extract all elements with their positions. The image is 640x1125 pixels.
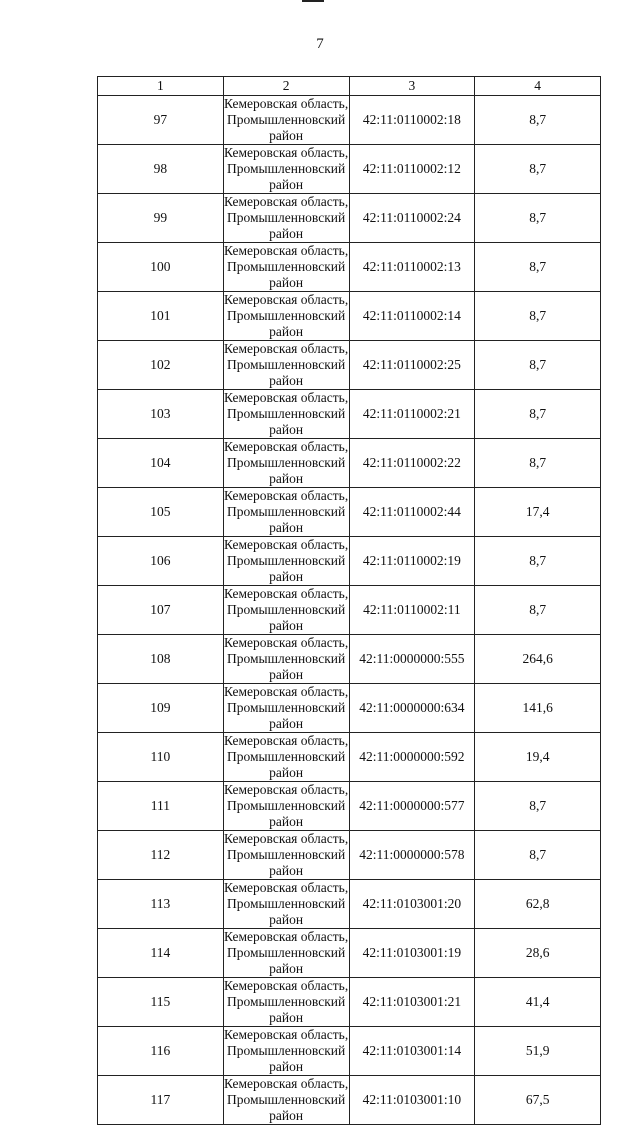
address-region: Кемеровская область, [224,586,349,601]
cadastral-number: 42:11:0103001:21 [349,978,475,1027]
table-row [98,586,601,635]
address-region: Кемеровская область, [224,880,349,895]
value-cell: 264,6 [475,635,601,684]
address-cell [223,831,349,880]
table-row [98,292,601,341]
address-cell [223,1027,349,1076]
table-row [98,439,601,488]
value-cell: 8,7 [475,194,601,243]
address-region: Кемеровская область, [224,782,349,797]
value-cell: 17,4 [475,488,601,537]
address-region: Кемеровская область, [224,635,349,650]
address-district: Промышленновский район [227,602,346,633]
address-region: Кемеровская область, [224,439,349,454]
address-district: Промышленновский район [227,1092,346,1123]
row-number: 117 [98,1076,224,1125]
row-number: 97 [98,96,224,145]
row-number: 108 [98,635,224,684]
value-cell: 8,7 [475,537,601,586]
address-cell [223,978,349,1027]
address-cell [223,929,349,978]
address-district: Промышленновский район [227,749,346,780]
value-cell: 8,7 [475,831,601,880]
address-cell [223,194,349,243]
table-row [98,1027,601,1076]
address-district: Промышленновский район [227,798,346,829]
row-number: 114 [98,929,224,978]
table-row [98,1076,601,1125]
value-cell: 8,7 [475,243,601,292]
row-number: 109 [98,684,224,733]
value-cell: 8,7 [475,586,601,635]
address-district: Промышленновский район [227,259,346,290]
table-row [98,145,601,194]
row-number: 115 [98,978,224,1027]
value-cell: 8,7 [475,439,601,488]
address-district: Промышленновский район [227,210,346,241]
table-row [98,782,601,831]
address-district: Промышленновский район [227,945,346,976]
table-row [98,929,601,978]
table-row [98,635,601,684]
table-body [98,96,601,1125]
row-number: 107 [98,586,224,635]
cadastral-number: 42:11:0000000:592 [349,733,475,782]
row-number: 103 [98,390,224,439]
cadastral-number: 42:11:0110002:18 [349,96,475,145]
address-district: Промышленновский район [227,994,346,1025]
table-row [98,341,601,390]
row-number: 100 [98,243,224,292]
table-row [98,831,601,880]
address-district: Промышленновский район [227,896,346,927]
header-row [98,77,601,96]
address-region: Кемеровская область, [224,96,349,111]
value-cell: 51,9 [475,1027,601,1076]
value-cell: 67,5 [475,1076,601,1125]
address-region: Кемеровская область, [224,929,349,944]
cadastral-number: 42:11:0000000:634 [349,684,475,733]
address-region: Кемеровская область, [224,831,349,846]
header-col-4: 4 [475,77,601,96]
row-number: 105 [98,488,224,537]
value-cell: 41,4 [475,978,601,1027]
value-cell: 8,7 [475,390,601,439]
address-cell [223,1076,349,1125]
address-region: Кемеровская область, [224,1027,349,1042]
row-number: 101 [98,292,224,341]
row-number: 102 [98,341,224,390]
address-cell [223,292,349,341]
page-number: 7 [316,36,324,52]
address-region: Кемеровская область, [224,488,349,503]
address-cell [223,439,349,488]
cadastral-number: 42:11:0110002:12 [349,145,475,194]
address-cell [223,145,349,194]
cadastral-number: 42:11:0110002:25 [349,341,475,390]
value-cell: 141,6 [475,684,601,733]
table-row [98,243,601,292]
cadastral-number: 42:11:0000000:578 [349,831,475,880]
table-header [98,77,601,96]
address-district: Промышленновский район [227,455,346,486]
value-cell: 62,8 [475,880,601,929]
header-col-3: 3 [349,77,475,96]
row-number: 111 [98,782,224,831]
address-district: Промышленновский район [227,112,346,143]
value-cell: 8,7 [475,96,601,145]
address-cell [223,586,349,635]
address-district: Промышленновский район [227,406,346,437]
address-district: Промышленновский район [227,504,346,535]
cadastral-number: 42:11:0000000:555 [349,635,475,684]
address-cell [223,733,349,782]
row-number: 110 [98,733,224,782]
value-cell: 28,6 [475,929,601,978]
address-district: Промышленновский район [227,161,346,192]
address-region: Кемеровская область, [224,292,349,307]
cadastral-number: 42:11:0103001:20 [349,880,475,929]
row-number: 112 [98,831,224,880]
address-region: Кемеровская область, [224,145,349,160]
value-cell: 8,7 [475,292,601,341]
table-row [98,880,601,929]
address-district: Промышленновский район [227,357,346,388]
table-row [98,978,601,1027]
row-number: 106 [98,537,224,586]
address-district: Промышленновский район [227,651,346,682]
cadastral-number: 42:11:0110002:13 [349,243,475,292]
cadastral-number: 42:11:0103001:19 [349,929,475,978]
row-number: 116 [98,1027,224,1076]
value-cell: 19,4 [475,733,601,782]
address-cell [223,684,349,733]
value-cell: 8,7 [475,782,601,831]
row-number: 113 [98,880,224,929]
cadastral-number: 42:11:0110002:21 [349,390,475,439]
top-margin-mark [302,0,324,2]
cadastral-number: 42:11:0103001:14 [349,1027,475,1076]
header-col-2: 2 [223,77,349,96]
address-cell [223,537,349,586]
cadastral-number: 42:11:0000000:577 [349,782,475,831]
row-number: 104 [98,439,224,488]
header-col-1: 1 [98,77,224,96]
cadastral-number: 42:11:0110002:24 [349,194,475,243]
table-row [98,684,601,733]
address-cell [223,635,349,684]
cadastral-number: 42:11:0110002:11 [349,586,475,635]
address-district: Промышленновский район [227,1043,346,1074]
address-region: Кемеровская область, [224,390,349,405]
address-cell [223,243,349,292]
address-cell [223,488,349,537]
cadastral-number: 42:11:0110002:14 [349,292,475,341]
cadastral-number: 42:11:0110002:22 [349,439,475,488]
table-row [98,96,601,145]
table-row [98,390,601,439]
cadastral-number: 42:11:0110002:44 [349,488,475,537]
table-row [98,194,601,243]
cadastral-number: 42:11:0110002:19 [349,537,475,586]
cadastral-number: 42:11:0103001:10 [349,1076,475,1125]
address-region: Кемеровская область, [224,341,349,356]
address-region: Кемеровская область, [224,733,349,748]
value-cell: 8,7 [475,341,601,390]
address-region: Кемеровская область, [224,1076,349,1091]
address-region: Кемеровская область, [224,243,349,258]
address-cell [223,880,349,929]
row-number: 98 [98,145,224,194]
address-district: Промышленновский район [227,847,346,878]
table-row [98,537,601,586]
address-cell [223,782,349,831]
address-region: Кемеровская область, [224,194,349,209]
address-cell [223,96,349,145]
row-number: 99 [98,194,224,243]
address-district: Промышленновский район [227,700,346,731]
table-row [98,733,601,782]
table-row [98,488,601,537]
cadastral-table [97,76,601,1125]
address-region: Кемеровская область, [224,978,349,993]
address-district: Промышленновский район [227,553,346,584]
address-region: Кемеровская область, [224,684,349,699]
address-district: Промышленновский район [227,308,346,339]
address-cell [223,341,349,390]
address-cell [223,390,349,439]
address-region: Кемеровская область, [224,537,349,552]
value-cell: 8,7 [475,145,601,194]
